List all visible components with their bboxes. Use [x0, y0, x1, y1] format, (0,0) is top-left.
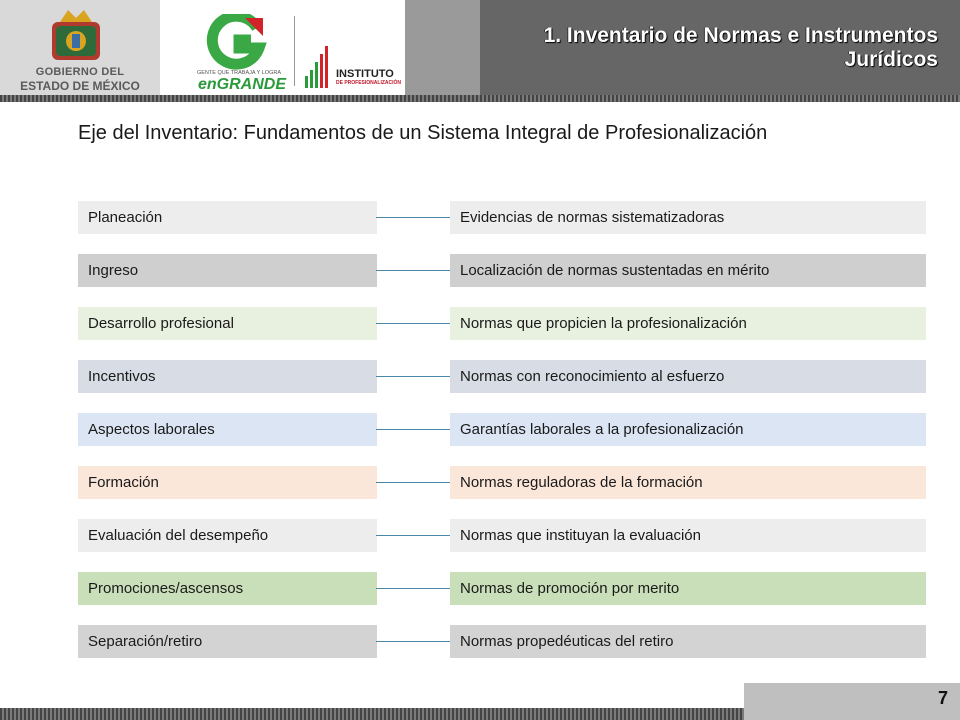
connector-line	[376, 217, 450, 218]
norm-row	[78, 572, 926, 605]
logo-instituto-line2: DE PROFESIONALIZACIÓN	[336, 80, 402, 86]
logo-gobierno-estado-mexico	[0, 0, 160, 95]
logo-engrande-tagline: GENTE QUE TRABAJA Y LOGRA	[196, 70, 282, 76]
bar-chart-logo-icon	[305, 46, 333, 88]
connector-line	[376, 588, 450, 589]
norm-row	[78, 307, 926, 340]
norm-description: Evidencias de normas sistematizadoras	[450, 201, 926, 234]
axis-label: Desarrollo profesional	[78, 307, 377, 340]
connector-line	[376, 641, 450, 642]
g-logo-icon	[205, 14, 267, 70]
page-number: 7	[937, 688, 948, 708]
norm-description: Normas de promoción por merito	[450, 572, 926, 605]
connector-line	[376, 429, 450, 430]
slide-subtitle: Eje del Inventario: Fundamentos de un Sistema Integral de Profesionalización	[78, 122, 768, 144]
axis-label: Planeación	[78, 201, 377, 234]
header-title-panel	[480, 0, 960, 95]
logo-gobierno-line1: GOBIERNO DEL	[35, 66, 125, 78]
axis-label: Incentivos	[78, 360, 377, 393]
norm-description: Normas que instituyan la evaluación	[450, 519, 926, 552]
header-banner	[0, 0, 960, 95]
norm-row	[78, 360, 926, 393]
axis-label: Promociones/ascensos	[78, 572, 377, 605]
axis-label: Formación	[78, 466, 377, 499]
norm-description: Normas que propicien la profesionalización	[450, 307, 926, 340]
norm-description: Normas reguladoras de la formación	[450, 466, 926, 499]
norm-row	[78, 625, 926, 658]
axis-label: Separación/retiro	[78, 625, 377, 658]
axis-label: Evaluación del desempeño	[78, 519, 377, 552]
norm-row	[78, 413, 926, 446]
norm-description: Localización de normas sustentadas en mérito	[450, 254, 926, 287]
connector-line	[376, 535, 450, 536]
logo-engrande-instituto	[160, 0, 405, 95]
seal-icon	[46, 8, 106, 64]
axis-label: Ingreso	[78, 254, 377, 287]
page-number-box	[744, 683, 960, 720]
axis-label: Aspectos laborales	[78, 413, 377, 446]
logo-divider	[294, 16, 295, 86]
norm-row	[78, 466, 926, 499]
norm-row	[78, 254, 926, 287]
slide-title: 1. Inventario de Normas e Instrumentos Jurídicos	[543, 24, 938, 71]
header-divider	[0, 95, 960, 102]
norm-description: Normas con reconocimiento al esfuerzo	[450, 360, 926, 393]
norm-row	[78, 201, 926, 234]
connector-line	[376, 376, 450, 377]
norms-list	[78, 201, 926, 658]
logo-gobierno-line2: ESTADO DE MÉXICO	[20, 79, 140, 93]
norm-description: Normas propedéuticas del retiro	[450, 625, 926, 658]
logo-instituto-line1: INSTITUTO	[336, 68, 394, 80]
connector-line	[376, 482, 450, 483]
norm-row	[78, 519, 926, 552]
header-grey-panel	[405, 0, 480, 95]
connector-line	[376, 323, 450, 324]
logo-engrande-word: enGRANDE	[198, 76, 287, 93]
norm-description: Garantías laborales a la profesionalización	[450, 413, 926, 446]
connector-line	[376, 270, 450, 271]
